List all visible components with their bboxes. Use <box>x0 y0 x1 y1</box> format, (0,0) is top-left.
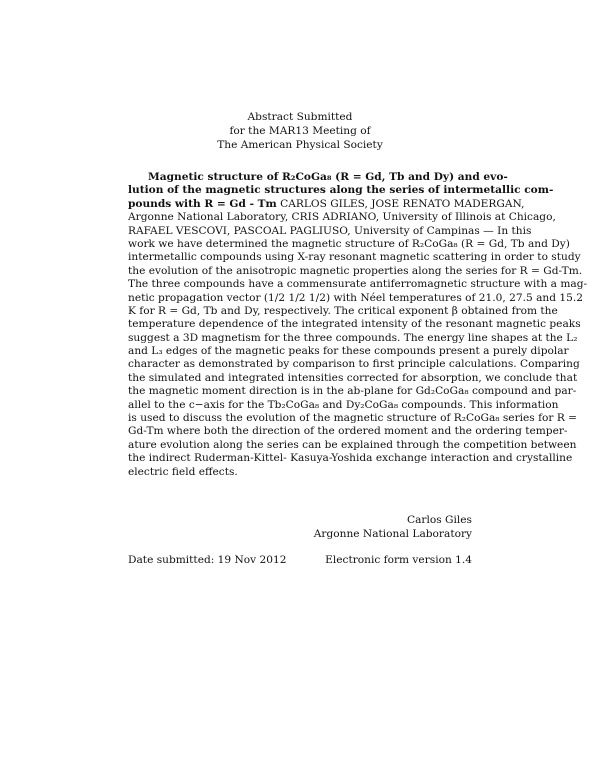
abstract-line: the evolution of the anisotropic magnetic properties along the series for R = Gd-Tm. <box>128 264 583 277</box>
abstract-line: K for R = Gd, Tb and Dy, respectively. The critical exponent β obtained from the <box>128 304 558 317</box>
abstract-body <box>128 171 588 479</box>
form-version: Electronic form version 1.4 <box>325 554 472 566</box>
abstract-line: allel to the c−axis for the Tb₂CoGa₈ and Dy₂CoGa₈ compounds. This information <box>128 398 559 411</box>
authors-start: CARLOS GILES, JOSE RENATO MADERGAN, <box>276 197 525 210</box>
abstract-line: temperature dependence of the integrated intensity of the resonant magnetic peaks <box>128 318 581 331</box>
abstract-line: Gd-Tm where both the direction of the ordered moment and the ordering temper- <box>128 425 568 438</box>
signature-name: Carlos Giles <box>406 514 472 526</box>
abstract-line: work we have determined the magnetic structure of R₂CoGa₈ (R = Gd, Tb and Dy) <box>128 237 570 250</box>
date-submitted: Date submitted: 19 Nov 2012 <box>128 554 287 566</box>
abstract-line: RAFAEL VESCOVI, PASCOAL PAGLIUSO, University of Campinas — In this <box>128 224 532 237</box>
abstract-line: and L₃ edges of the magnetic peaks for these compounds present a purely dipolar <box>128 345 569 358</box>
abstract-title-line: Magnetic structure of R₂CoGa₈ (R = Gd, Tb and Dy) and evo- <box>148 171 508 183</box>
abstract-line: netic propagation vector (1/2 1/2 1/2) with Néel temperatures of 21.0, 27.5 and 15.2 <box>128 291 583 304</box>
abstract-line: Argonne National Laboratory, CRIS ADRIANO, University of Illinois at Chicago, <box>128 211 556 224</box>
abstract-line: ature evolution along the series can be explained through the competition between <box>128 438 577 451</box>
abstract-line: the simulated and integrated intensities corrected for absorption, we conclude that <box>128 371 578 384</box>
abstract-title-line: lution of the magnetic structures along the series of intermetallic com- <box>128 184 554 197</box>
abstract-line: electric field effects. <box>128 465 238 478</box>
header-line-2: for the MAR13 Meeting of <box>229 125 371 137</box>
abstract-line: intermetallic compounds using X-ray resonant magnetic scattering in order to study <box>128 251 581 264</box>
abstract-line: the magnetic moment direction is in the ab-plane for Gd₂CoGa₈ compound and par- <box>128 385 577 398</box>
abstract-line: the indirect Ruderman-Kittel- Kasuya-Yoshida exchange interaction and crystalline <box>128 452 573 465</box>
header-line-1: Abstract Submitted <box>247 111 353 123</box>
signature-affiliation: Argonne National Laboratory <box>313 528 472 540</box>
abstract-line: The three compounds have a commensurate antiferromagnetic structure with a mag- <box>128 278 588 291</box>
header-line-3: The American Physical Society <box>217 139 383 151</box>
abstract-title-end: pounds with R = Gd - Tm <box>128 197 277 210</box>
abstract-line: is used to discuss the evolution of the magnetic structure of R₂CoGa₈ series for R = <box>128 412 578 425</box>
abstract-line: suggest a 3D magnetism for the three compounds. The energy line shapes at the L₂ <box>128 331 578 344</box>
abstract-line: character as demonstrated by comparison to first principle calculations. Comparing <box>128 358 580 371</box>
abstract-title-authors-line <box>128 197 525 211</box>
